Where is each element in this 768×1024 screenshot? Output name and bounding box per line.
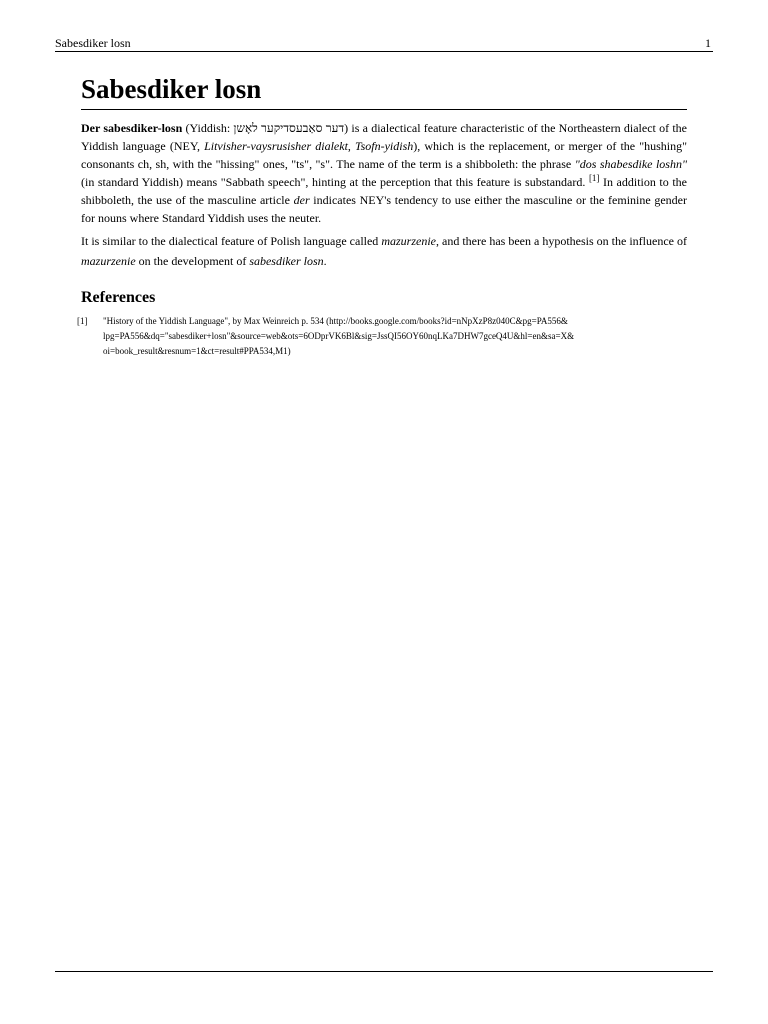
text-segment: (in standard Yiddish) means "Sabbath speech", hinting at the perception that this feature is substandard.	[81, 175, 589, 189]
text-segment: .	[323, 254, 327, 268]
reference-text-line[interactable]: "History of the Yiddish Language", by Max Weinreich p. 534 (http://books.google.com/books?id=nNpXzP8z040C&pg=PA556&	[103, 316, 568, 326]
reference-text-line[interactable]: oi=book_result&resnum=1&ct=result#PPA534,M1)	[103, 346, 291, 356]
references-heading: References	[81, 289, 156, 306]
article-word: der	[293, 193, 310, 207]
header-rule	[55, 51, 713, 52]
shibboleth-phrase: "dos shabesdike loshn"	[574, 157, 687, 171]
dialect-name: Tsofn-yidish	[355, 139, 414, 153]
article-body	[77, 70, 688, 359]
reference-number: [1]	[77, 316, 88, 326]
text-segment: ) is a dialectical feature characteristic of the Northeastern dialect of the Yiddish language (NEY,	[81, 121, 687, 153]
term-italic: sabesdiker losn	[249, 254, 324, 268]
intro-paragraph	[81, 119, 687, 227]
dialect-name: Litvisher-vaysrusisher dialekt	[204, 139, 348, 153]
reference-text-line[interactable]: lpg=PA556&dq="sabesdiker+losn"&source=web&ots=6ODprVK6Bl&sig=JssQI56OY60nqLKa7DHW7gceQ4U&hl=en&sa=X&	[103, 331, 575, 341]
yiddish-script: דער סאַבעסדיקער לאָשן	[233, 121, 345, 135]
second-paragraph	[81, 231, 687, 271]
citation-link[interactable]: [1]	[588, 173, 600, 183]
term-italic: mazurzenie	[81, 254, 136, 268]
running-title: Sabesdiker losn	[55, 36, 131, 50]
reference-item	[77, 314, 687, 359]
article-title: Sabesdiker losn	[81, 70, 687, 110]
running-header	[55, 35, 713, 51]
footer-rule	[55, 971, 713, 972]
text-segment: ), which is the replacement, or merger of the "hushing" consonants ch, sh, with the "hissing" ones, "ts", "s". The name of the term is a shibboleth: the phrase	[81, 139, 688, 171]
text-segment: (Yiddish:	[182, 121, 234, 135]
term-italic: mazurzenie	[381, 234, 436, 248]
text-segment: ,	[347, 139, 356, 153]
text-segment: , and there has been a hypothesis on the influence of	[436, 234, 687, 248]
term-bold: Der sabesdiker-losn	[81, 121, 183, 135]
page-number: 1	[705, 36, 711, 50]
text-segment: In addition to the shibboleth, the use of the masculine article	[81, 175, 687, 207]
text-segment: It is similar to the dialectical feature of Polish language called	[81, 234, 382, 248]
text-segment: on the development of	[135, 254, 250, 268]
text-segment: indicates NEY's tendency to use either the masculine or the feminine gender for nouns where Standard Yiddish uses the neuter.	[81, 193, 688, 225]
